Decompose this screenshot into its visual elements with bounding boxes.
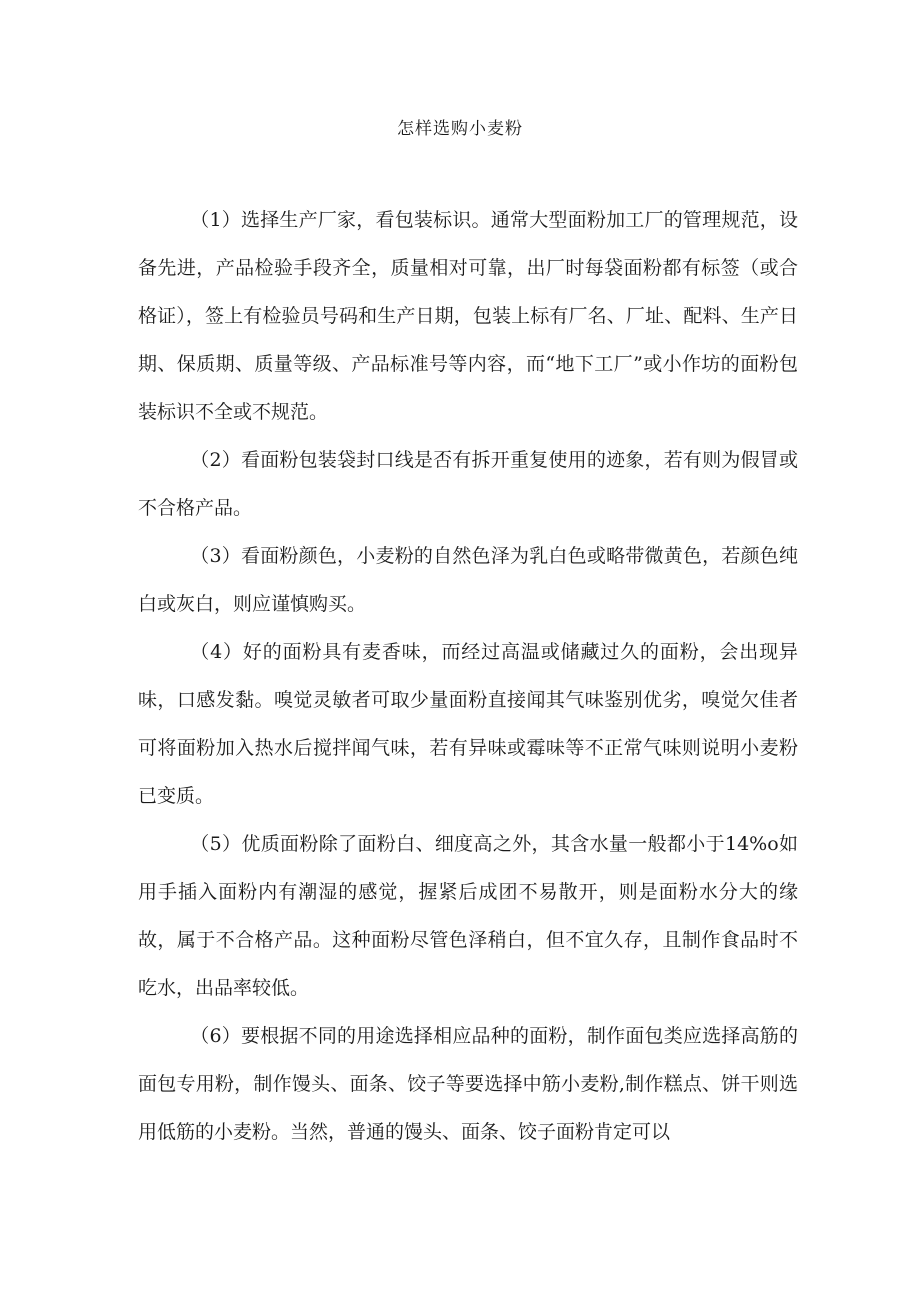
document-title: 怎样选购小麦粉 <box>397 119 523 139</box>
paragraph-6: （6）要根据不同的用途选择相应品种的面粉，制作面包类应选择高筋的面包专用粉，制作馒头、面条、饺子等要选择中筋小麦粉,制作糕点、饼干则选用低筋的小麦粉。当然，普通的馒头、面条、饺子面粉肯定可以 <box>138 1025 798 1143</box>
paragraph-2: （2）看面粉包装袋封口线是否有拆开重复使用的迹象，若有则为假冒或不合格产品。 <box>138 449 798 519</box>
paragraph-4: （4）好的面粉具有麦香味，而经过高温或储藏过久的面粉，会出现异味，口感发黏。嗅觉灵敏者可取少量面粉直接闻其气味鉴别优劣，嗅觉欠佳者可将面粉加入热水后搅拌闻气味，若有异味或霉味等不正常气味则说明小麦粉已变质。 <box>138 641 798 807</box>
paragraph-5: （5）优质面粉除了面粉白、细度高之外，其含水量一般都小于14%o如用手插入面粉内有潮湿的感觉，握紧后成团不易散开，则是面粉水分大的缘故，属于不合格产品。这种面粉尽管色泽稍白，但不宜久存，且制作食品时不吃水，出品率较低。 <box>138 833 798 999</box>
paragraph-3: （3）看面粉颜色，小麦粉的自然色泽为乳白色或略带微黄色，若颜色纯白或灰白，则应谨慎购买。 <box>138 545 798 615</box>
document-body <box>138 196 798 1156</box>
paragraph-1: （1）选择生产厂家，看包装标识。通常大型面粉加工厂的管理规范，设备先进，产品检验手段齐全，质量相对可靠，出厂时每袋面粉都有标签（或合格证），签上有检验员号码和生产日期，包装上标有厂名、厂址、配料、生产日期、保质期、质量等级、产品标准号等内容，而“地下工厂”或小作坊的面粉包装标识不全或不规范。 <box>138 209 798 423</box>
